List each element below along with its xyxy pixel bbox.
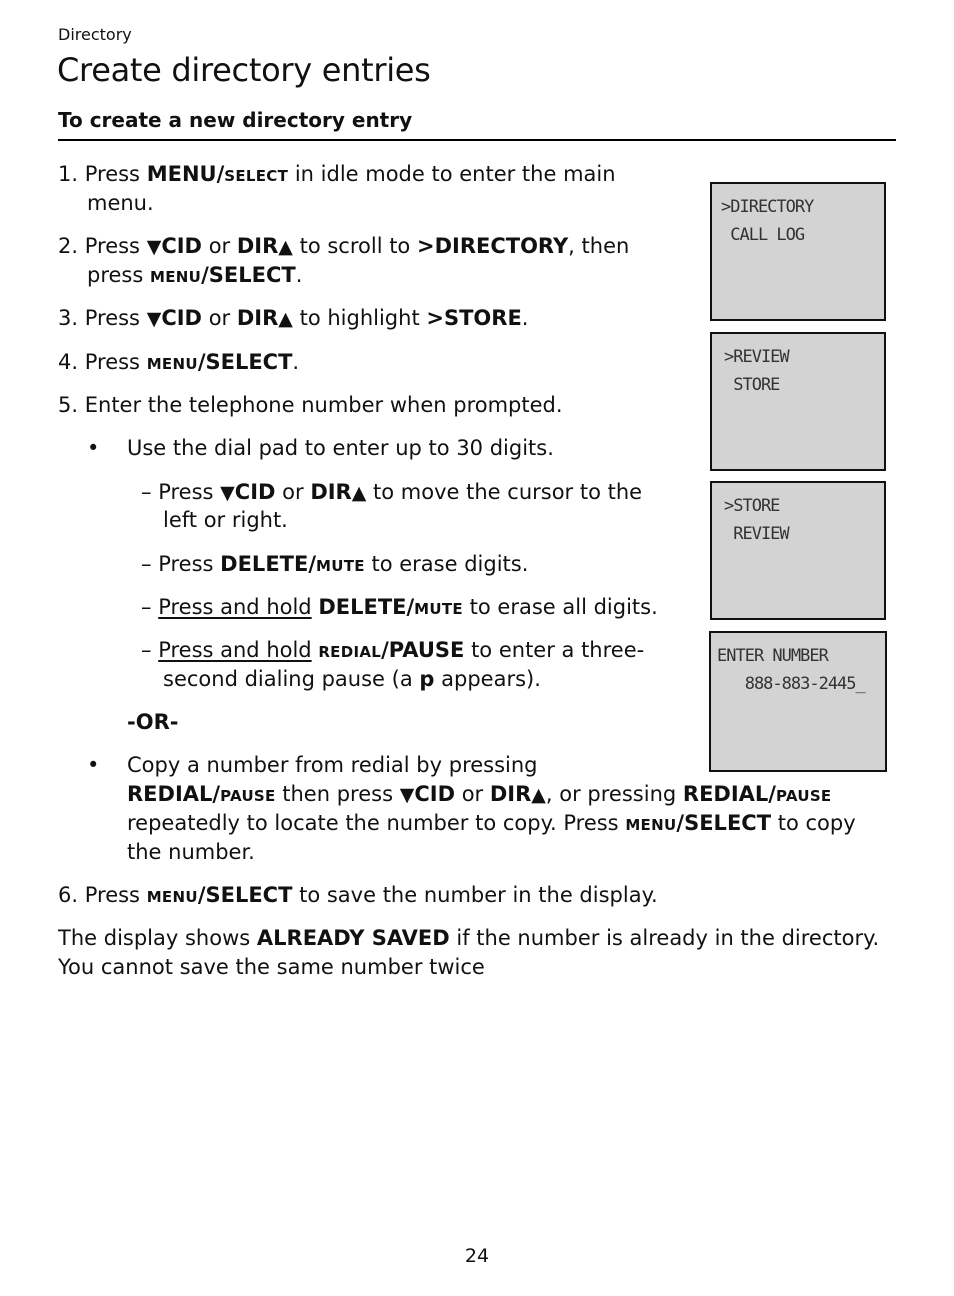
key-dir: DIR [236, 306, 279, 330]
key-pause: PAUSE [775, 787, 832, 805]
or-word: or [208, 306, 231, 330]
step-6: 6. Press MENU/SELECT to save the number in the display. [58, 883, 658, 907]
bullet-2-line-3: repeatedly to locate the number to copy. Press MENU/SELECT to copy [127, 811, 856, 835]
menu-target: >DIRECTORY [416, 234, 569, 258]
bullet-2-line-4: the number. [127, 840, 255, 864]
key-menu: MENU [625, 816, 677, 834]
lcd-line-1: >REVIEW [724, 347, 789, 367]
key-delete: DELETE/ [318, 595, 415, 619]
step-text: , then [568, 234, 630, 258]
lcd-line-1: >STORE [724, 496, 780, 516]
dash-1: – Press ▼CID or DIR▲ to move the cursor to the [141, 480, 643, 504]
dash-4: – Press and hold REDIAL/PAUSE to enter a three- [141, 638, 645, 662]
menu-target: >STORE [426, 306, 522, 330]
key-redial: REDIAL/ [682, 782, 776, 806]
press-word: Press [84, 883, 141, 907]
press-word: Press [84, 350, 141, 374]
step-number: 3. [58, 306, 79, 330]
up-arrow-icon: ▲ [278, 236, 293, 258]
key-cid: CID [161, 306, 202, 330]
key-cid: CID [161, 234, 202, 258]
up-arrow-icon: ▲ [351, 482, 367, 504]
key-select: /SELECT [197, 350, 293, 374]
key-select: SELECT [224, 167, 289, 185]
up-arrow-icon: ▲ [531, 784, 546, 806]
lcd-line-2: REVIEW [724, 524, 789, 544]
key-pause: /PAUSE [381, 638, 465, 662]
bullet-2-line-2: REDIAL/PAUSE then press ▼CID or DIR▲, or pressing REDIAL/PAUSE [127, 782, 832, 806]
key-select: /SELECT [201, 263, 296, 287]
step-number: 6. [58, 883, 79, 907]
key-menu: MENU [150, 268, 202, 286]
step-2 [58, 232, 629, 262]
key-select: /SELECT [676, 811, 772, 835]
step-3: 3. Press ▼CID or DIR▲ to highlight >STORE. [58, 306, 529, 330]
up-arrow-icon: ▲ [278, 308, 293, 330]
dash-4-line-2: second dialing pause (a p appears). [163, 667, 541, 691]
key-dir: DIR [310, 480, 352, 504]
step-number: 5. [58, 393, 79, 417]
bullet-text: Use the dial pad to enter up to 30 digits. [127, 436, 554, 460]
or-word: or [208, 234, 231, 258]
note-line-1: The display shows ALREADY SAVED if the number is already in the directory. [58, 926, 880, 950]
subheading: To create a new directory entry [58, 108, 413, 132]
press-and-hold: Press and hold [158, 595, 312, 619]
note-line-2: You cannot save the same number twice [58, 955, 485, 979]
or-separator: -OR- [127, 710, 179, 734]
key-menu: MENU/ [146, 162, 225, 186]
lcd-screen-store [710, 481, 886, 620]
lcd-line-2: STORE [724, 375, 780, 395]
key-dir: DIR [489, 782, 532, 806]
lcd-screen-enter-number [709, 631, 887, 772]
step-2-line-2: press MENU/SELECT. [87, 263, 303, 287]
key-redial: REDIAL/ [127, 782, 221, 806]
step-text: to highlight [299, 306, 420, 330]
key-pause: PAUSE [220, 787, 276, 805]
lcd-line-2: CALL LOG [721, 225, 805, 245]
dash-1-line-2: left or right. [163, 508, 288, 532]
lcd-line-1: ENTER NUMBER [717, 646, 828, 666]
lcd-line-2: 888-883-2445_ [717, 674, 865, 694]
key-cid: CID [234, 480, 276, 504]
down-arrow-icon: ▼ [399, 784, 415, 806]
page-number: 24 [464, 1245, 490, 1267]
lcd-line-1: >DIRECTORY [721, 197, 814, 217]
section-label: Directory [58, 25, 132, 44]
press-word: Press [84, 162, 141, 186]
key-delete: DELETE/ [220, 552, 316, 576]
down-arrow-icon: ▼ [146, 236, 162, 258]
step-text: Enter the telephone number when prompted. [84, 393, 563, 417]
bullet-text: Copy a number from redial by pressing [127, 753, 538, 777]
key-select: /SELECT [197, 883, 293, 907]
press-and-hold: Press and hold [158, 638, 312, 662]
press-word: Press [84, 306, 141, 330]
step-number: 4. [58, 350, 79, 374]
pause-symbol: p [419, 667, 435, 691]
heading-rule [58, 139, 896, 141]
key-mute: MUTE [414, 600, 463, 618]
step-number: 2. [58, 234, 79, 258]
key-dir: DIR [236, 234, 279, 258]
step-4: 4. Press MENU/SELECT. [58, 350, 300, 374]
lcd-screen-review [710, 332, 886, 471]
key-menu: MENU [146, 888, 198, 906]
lcd-screen-directory [710, 182, 886, 321]
down-arrow-icon: ▼ [220, 482, 235, 504]
bullet-mark: • [87, 753, 100, 777]
key-cid: CID [414, 782, 456, 806]
step-number: 1. [58, 162, 79, 186]
page-title: Create directory entries [57, 51, 431, 89]
dash-3: – Press and hold DELETE/MUTE to erase all digits. [141, 595, 658, 619]
step-1 [58, 160, 616, 191]
step-text: to scroll to [299, 234, 411, 258]
step-text: in idle mode to enter the main [294, 162, 616, 186]
down-arrow-icon: ▼ [146, 308, 162, 330]
key-menu: MENU [146, 355, 198, 373]
already-saved: ALREADY SAVED [256, 926, 450, 950]
bullet-mark: • [87, 436, 100, 460]
key-mute: MUTE [316, 557, 365, 575]
dash-2: – Press DELETE/MUTE to erase digits. [141, 552, 529, 576]
step-5 [58, 391, 563, 420]
step-1-line-2: menu. [87, 191, 154, 215]
key-redial: REDIAL [318, 643, 382, 661]
press-word: Press [84, 234, 141, 258]
